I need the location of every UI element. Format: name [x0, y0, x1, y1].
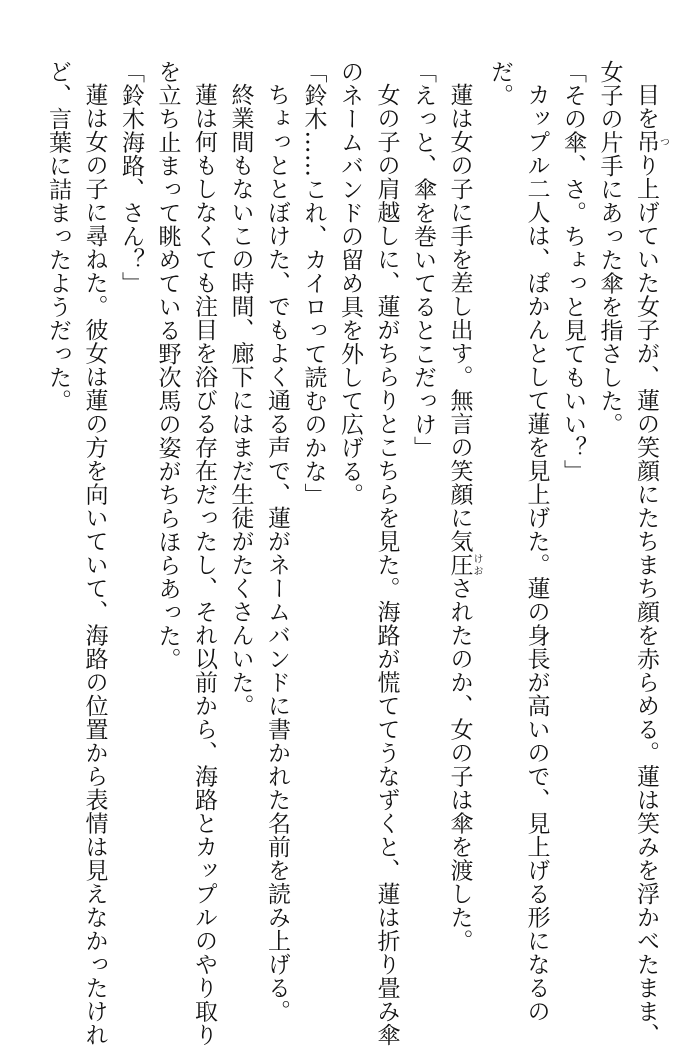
- ruby-word: 圧けお: [446, 553, 482, 577]
- ruby-reading: けお: [471, 553, 482, 577]
- text-line: を立ち止まって眺めている野次馬の姿がちらほらあった。: [154, 60, 181, 671]
- text-line: カップル二人は、ぽかんとして蓮を見上げた。蓮の身長が高いので、見上げる形になるの: [523, 83, 550, 1023]
- text-line: 「鈴木……これ、カイロって読むのかな」: [300, 60, 327, 507]
- text-line: 蓮は女の子に手を差し出す。無言の笑顔に気圧けおされたのか、女の子は傘を渡した。: [446, 83, 482, 953]
- ruby-reading: つ: [657, 130, 669, 154]
- text-line: 蓮は何もしなくても注目を浴びる存在だったし、それ以前から、海路とカップルのやり取り: [191, 83, 217, 1047]
- vertical-text-body: [40, 60, 669, 1047]
- text-line: ど、言葉に詰まったようだった。: [45, 60, 71, 413]
- text-line: 蓮は女の子に尋ねた。彼女は蓮の方を向いていて、海路の位置から表情は見えなかったけれ: [81, 83, 108, 1047]
- text-line: 「その傘、さ。ちょっと見てもいい？」: [560, 60, 586, 483]
- text-line: 「えっと、傘を巻いてるとこだっけ」: [410, 60, 436, 460]
- text-line: 女子の片手にあった傘を指さした。: [596, 60, 623, 436]
- text-line: だ。: [487, 60, 513, 107]
- text-line: 終業間もないこの時間、廊下にはまだ生徒がたくさんいた。: [227, 83, 254, 718]
- text-line: ちょっととぼけた、でもよく通る声で、蓮がネームバンドに書かれた名前を読み上げる。: [264, 83, 290, 1023]
- text-line: 「鈴木海路、さん？」: [118, 60, 144, 295]
- ruby-word: 吊つ: [633, 130, 669, 154]
- text-line: のネームバンドの留め具を外して広げる。: [337, 60, 363, 507]
- text-line: 目を吊つり上げていた女子が、蓮の笑顔にたちまち顔を赤らめる。蓮は笑みを浮かべたまま、: [633, 83, 669, 1047]
- text-line: 女の子の肩越しに、蓮がちらりとこちらを見た。海路が慌ててうなずくと、蓮は折り畳み傘: [373, 83, 400, 1047]
